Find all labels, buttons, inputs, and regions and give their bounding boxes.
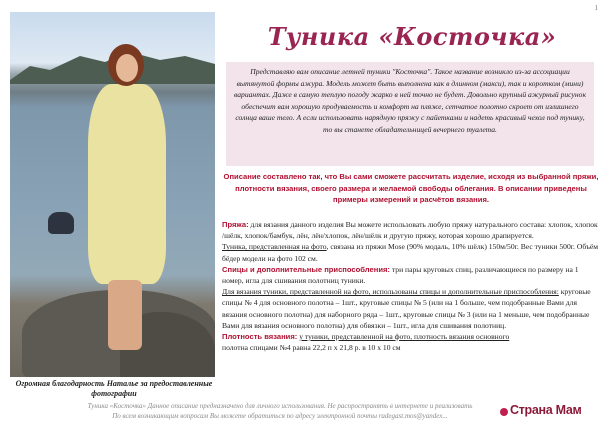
density-section (222, 331, 600, 353)
model-photo (10, 12, 215, 377)
footer (20, 402, 540, 421)
page-number: 1 (594, 4, 598, 12)
model-face (116, 54, 138, 82)
density-example-text: полотна спицами №4 равна 22,2 п х 21,8 р. в 10 х 10 см (222, 343, 401, 353)
page-title: Туника «Косточка» (267, 22, 557, 51)
tools-text: три пары круговых спиц, различающиеся по размеру на 1 номер, игла для сшивания полотниц туники. (222, 264, 579, 286)
photo-caption: Огромная благодарность Наталье за предоставленные фотографии (15, 379, 213, 398)
tools-section (222, 264, 600, 331)
intro-box: Представляю вам описание летней туники "Косточка". Такое название возникло из-за ассоциации вытянутой формы ажура. Модель может быть выполнена как в длинном (макси), так и коротком (мини) вариантах. Даже в самую теплую погоду жарко в ней точно не будет. Довольно крупный ажурный рисунок обеспечит вам хорошую продуваемость и комфорт на пляже, сетчатое полотно скроет от излишнего солнца ваше тело. А если использовать нарядную пряжу с пайетками и надеть красивый чехол под тунику, то вы станете обладательницей вечернего туалета. (226, 62, 594, 166)
footer-line-1: Туника «Косточка» Данное описание предназначено для личного использования. Не распространять в интернете и реализовать (87, 402, 473, 410)
model-legs (108, 280, 142, 350)
site-watermark (500, 402, 610, 424)
watermark-logo-icon (500, 408, 508, 416)
yarn-example-text: , связана из пряжи Mose (90% модаль, 10% шёлк) 150м/50г. Вес туники 500г. Объём бёдер модели на фото 102 см. (222, 242, 599, 263)
tools-example-link: Для вязания туники, представленной на фото, использованы спицы и дополнительные приспособления: (222, 287, 559, 297)
sandals (48, 212, 74, 234)
tools-label: Спицы и дополнительные приспособления: (222, 264, 390, 274)
footer-line-2: По всем возникающим вопросам Вы можете обратиться по адресу электронной почты radegast.mos@yandex... (112, 411, 448, 420)
yarn-label: Пряжа: (222, 220, 249, 229)
watermark-text: Страна Мам (510, 403, 582, 417)
tunic-dress (88, 84, 166, 284)
yarn-section (222, 219, 600, 264)
yarn-text: для вязания данного изделия Вы можете использовать любую пряжу натурального состава: хлопок, хлопок /шёлк, хлопок/бамбук, лён, лён/хлопок, лён/шёлк и другую пряжу, которая хорошо драпируется. (222, 220, 598, 241)
tools-example-text: круговые спицы № 4 для основного полотна – 1шт., круговые спицы № 5 (или на 1 больше, чем подобранные Вами для вязания основного полотна) для наборного ряда – 1шт., круговые спицы № 3 (или на 1 меньше, чем подобранные Вами для вязания основного полотна) для обвязки – 1шт., игла для сшивания полотниц. (222, 287, 591, 330)
description-note: Описание составлено так, что Вы сами сможете рассчитать изделие, исходя из выбранной пряжи, плотности вязания, своего размера и желаемой свободы облегания. В описании приведены примеры измерений и расчётов вязания. (223, 172, 599, 204)
density-example-link: у туники, представленной на фото, плотность вязания основного (299, 332, 510, 342)
pattern-details (222, 219, 600, 353)
yarn-example-link: Туника, представленная на фото (222, 242, 327, 252)
density-label: Плотность вязания: (222, 332, 298, 342)
